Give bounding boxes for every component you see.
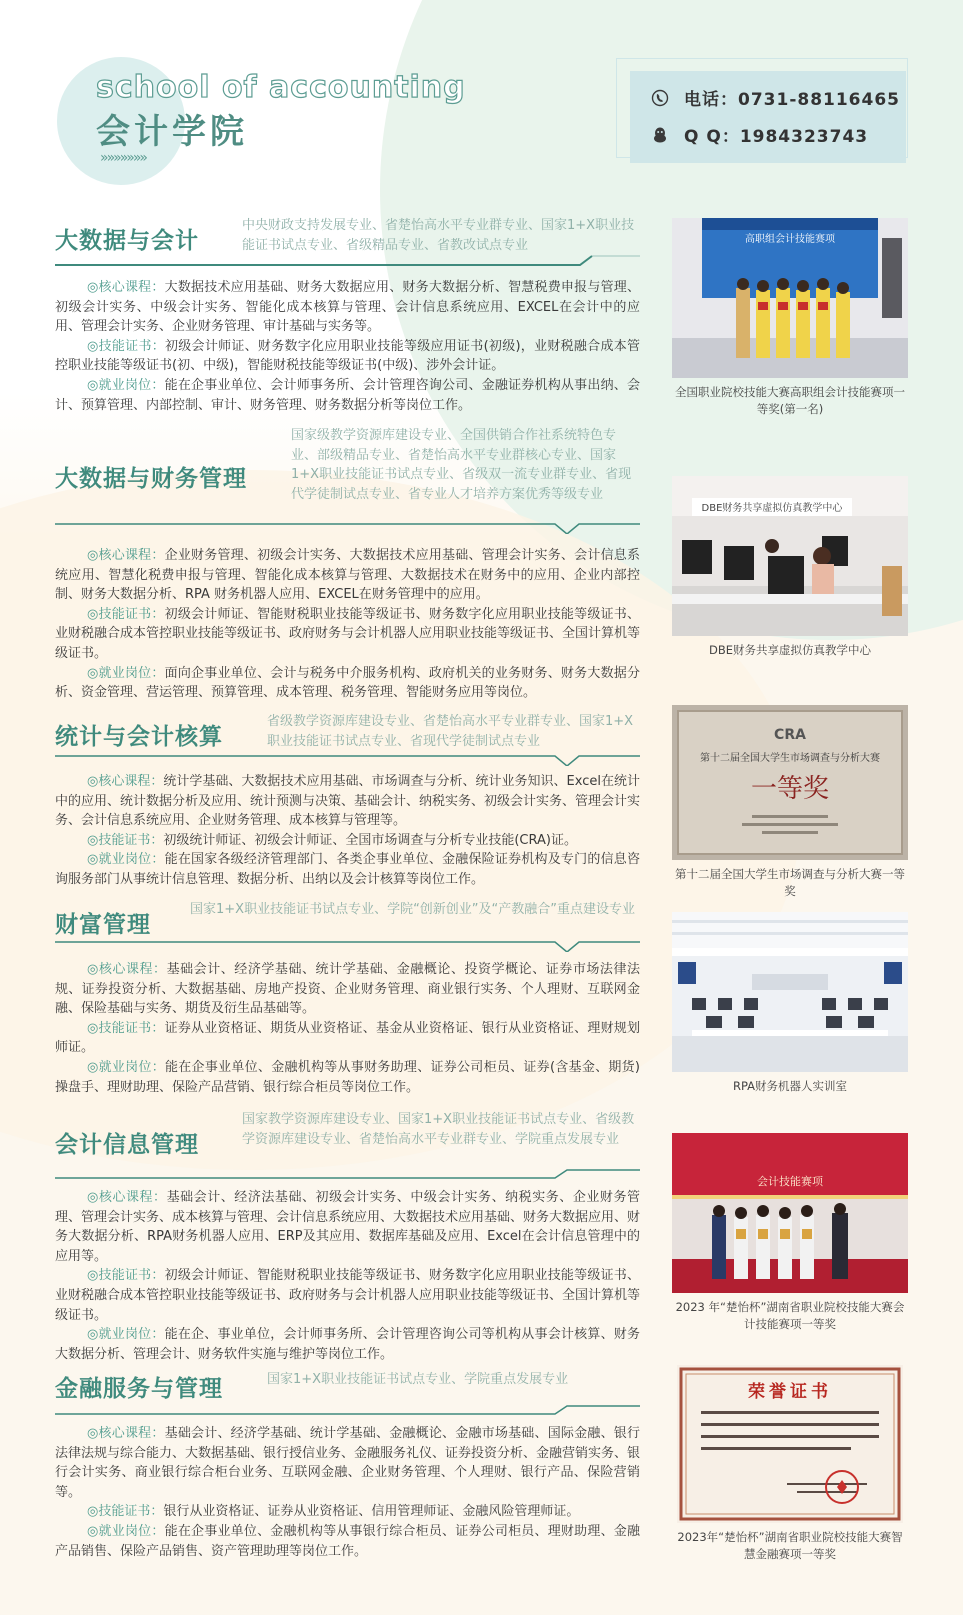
photo-chuyi-accounting	[672, 1133, 908, 1333]
plaque-logo: CRA	[774, 727, 806, 743]
photo-sign-text: 会计技能赛项	[757, 1175, 823, 1188]
section-divider	[55, 1404, 640, 1416]
section-divider	[55, 1168, 640, 1180]
phone-icon	[650, 88, 670, 108]
skill-certs: ◎技能证书：初级会计师证、智能财税职业技能等级证书、财务数字化应用职业技能等级证书、业财税融合成本管控职业技能等级证书、政府财务与会计机器人应用职业技能等级证书、全国计算机等级证书。	[55, 1268, 641, 1323]
contact-box	[630, 71, 906, 163]
honor-certificate	[677, 1365, 903, 1523]
skill-certs: ◎技能证书：初级会计师证、智能财税职业技能等级证书、财务数字化应用职业技能等级证书、业财税融合成本管控职业技能等级证书、政府财务与会计机器人应用职业技能等级证书、全国计算机等级证书。	[55, 606, 641, 661]
job-positions: ◎就业岗位：能在企事业单位、金融机构等从事银行综合柜员、证券公司柜员、理财助理、金融产品销售、保险产品销售、资产管理助理等岗位工作。	[55, 1523, 640, 1559]
section-divider	[55, 522, 640, 534]
section-tags: 省级教学资源库建设专业、省楚怡高水平专业群专业、国家1+X 职业技能证书试点专业、省现代学徒制试点专业	[267, 714, 634, 749]
section-divider	[55, 940, 640, 952]
photo-caption: DBE财务共享虚拟仿真教学中心	[708, 643, 871, 657]
section-tags: 国家1+X职业技能证书试点专业、学院重点发展专业	[267, 1372, 569, 1387]
photo-caption: 2023年“楚怡杯”湖南省职业院校技能大赛智慧金融赛项一等奖	[677, 1530, 903, 1561]
skill-certs: ◎技能证书：初级会计师证、财务数字化应用职业技能等级应用证书(初级)，业财税融合成本管控职业技能等级证书(初、中级)，智能财税技能等级证书(中级)、涉外会计证。	[55, 338, 641, 374]
section-body	[55, 546, 640, 703]
section-body	[55, 772, 640, 890]
section-tags: 国家教学资源库建设专业、国家1+X职业技能证书试点专业、省级教学资源库建设专业、省楚怡高水平专业群专业、学院重点发展专业	[242, 1112, 635, 1147]
skill-certs: ◎技能证书：银行从业资格证、证券从业资格证、信用管理师证、金融风险管理师证。	[87, 1504, 580, 1520]
header-arrows-icon: »»»»»»»	[100, 150, 146, 166]
core-courses: ◎核心课程：统计学基础、大数据技术应用基础、市场调查与分析、统计业务知识、Excel在统计中的应用、统计数据分析及应用、统计预测与决策、基础会计、纳税实务、初级会计实务、管理会计实务、会计信息系统应用、企业财务管理、成本核算与管理等。	[55, 774, 641, 829]
rpa-lab-photo	[672, 912, 908, 1072]
qq-penguin-icon	[650, 125, 670, 145]
photo-caption: RPA财务机器人实训室	[732, 1079, 848, 1093]
section-title: 财富管理	[55, 912, 151, 938]
plaque-award: 一等奖	[750, 774, 830, 804]
section-tags: 国家1+X职业技能证书试点专业、学院“创新创业”及“产教融合”重点建设专业	[190, 902, 636, 917]
certificate-title: 荣誉证书	[748, 1382, 832, 1402]
header-title-cn: 会计学院	[96, 112, 248, 152]
plaque-title: 第十二届全国大学生市场调查与分析大赛	[700, 753, 880, 764]
header-title-en: school of accounting	[96, 70, 466, 105]
section-title: 大数据与会计	[55, 228, 199, 254]
section-title: 大数据与财务管理	[55, 466, 247, 492]
photo-caption: 第十二届全国大学生市场调查与分析大赛一等奖	[675, 867, 905, 898]
photo-rpa-lab	[672, 912, 908, 1095]
skill-certs: ◎技能证书：初级统计师证、初级会计师证、全国市场调查与分析专业技能(CRA)证。	[87, 832, 577, 848]
core-courses: ◎核心课程：企业财务管理、初级会计实务、大数据技术应用基础、管理会计实务、会计信息系统应用、智慧化税费申报与管理、智能化成本核算与管理、大数据技术在财务中的应用、企业内部控制、财务大数据分析、RPA 财务机器人应用、EXCEL在财务管理中的应用。	[55, 548, 640, 603]
section-body	[55, 960, 640, 1097]
photo-chuyi-finance	[672, 1365, 908, 1563]
core-courses: ◎核心课程：基础会计、经济学基础、统计学基础、金融概论、投资学概论、证券市场法律法规、证券投资分析、大数据基础、房地产投资、企业财务管理、商业银行实务、个人理财、互联网金融、保险基础与实务、期货及衍生品基础等。	[55, 962, 640, 1017]
photo-caption: 全国职业院校技能大赛高职组会计技能赛项一等奖(第一名)	[675, 385, 905, 416]
section-tags: 国家级教学资源库建设专业、全国供销合作社系统特色专业、部级精品专业、省楚怡高水平专业群核心专业、国家1+X职业技能证书试点专业、省级双一流专业群专业、省现代学徒制试点专业、省专业人才培养方案优秀等级专业	[291, 428, 632, 502]
classroom-photo	[672, 476, 908, 636]
section-tags: 中央财政支持发展专业、省楚怡高水平专业群专业、国家1+X职业技能证书试点专业、省级精品专业、省教改试点专业	[242, 218, 635, 253]
job-positions: ◎就业岗位：面向企事业单位、会计与税务中介服务机构、政府机关的业务财务、财务大数据分析、资金管理、营运管理、预算管理、成本管理、税务管理、智能财务应用等岗位。	[55, 665, 640, 701]
core-courses: ◎核心课程：大数据技术应用基础、财务大数据应用、财务大数据分析、智慧税费申报与管理、初级会计实务、中级会计实务、智能化成本核算与管理、会计信息系统应用、EXCEL在会计中的应用、管理会计实务、企业财务管理、审计基础与实务等。	[55, 280, 640, 335]
award-plaque-photo	[672, 705, 908, 860]
contact-phone: 电话：0731-88116465	[684, 90, 900, 110]
contact-qq-row	[650, 122, 868, 147]
section-body	[55, 1188, 640, 1364]
photo-award-national	[672, 218, 908, 418]
photo-sign-text: DBE财务共享虚拟仿真教学中心	[701, 503, 843, 514]
contact-qq: Q Q：1984323743	[684, 127, 869, 147]
photo-dbe-center	[672, 476, 908, 659]
contact-phone-row	[650, 85, 900, 110]
core-courses: ◎核心课程：基础会计、经济法基础、初级会计实务、中级会计实务、纳税实务、企业财务管理、管理会计实务、成本核算与管理、会计信息系统应用、大数据技术应用基础、财务大数据应用、财务大数据分析、RPA财务机器人应用、ERP及其应用、数据库基础及应用、Excel在会计信息管理中的应用等。	[55, 1190, 641, 1264]
skill-certs: ◎技能证书：证券从业资格证、期货从业资格证、基金从业资格证、银行从业资格证、理财规划师证。	[55, 1020, 640, 1056]
photo-cra-award	[672, 705, 908, 900]
chuyi-award-photo	[672, 1133, 908, 1293]
job-positions: ◎就业岗位：能在企事业单位、金融机构等从事财务助理、证券公司柜员、证券(含基金、期货)操盘手、理财助理、保险产品营销、银行综合柜员等岗位工作。	[55, 1059, 641, 1095]
photo-caption: 2023 年“楚怡杯”湖南省职业院校技能大赛会计技能赛项一等奖	[675, 1300, 905, 1331]
section-title: 统计与会计核算	[55, 724, 223, 750]
award-stage-photo	[672, 218, 908, 378]
job-positions: ◎就业岗位：能在国家各级经济管理部门、各类企事业单位、金融保险证券机构及专门的信息咨询服务部门从事统计信息管理、数据分析、出纳以及会计核算等岗位工作。	[55, 852, 640, 887]
job-positions: ◎就业岗位：能在企、事业单位，会计师事务所、会计管理咨询公司等机构从事会计核算、财务大数据分析、管理会计、财务软件实施与维护等岗位工作。	[55, 1327, 640, 1362]
core-courses: ◎核心课程：基础会计、经济学基础、统计学基础、金融概论、金融市场基础、国际金融、银行法律法规与综合能力、大数据基础、银行授信业务、金融服务礼仪、证券投资分析、金融营销实务、银行会计实务、商业银行综合柜台业务、互联网金融、企业财务管理、个人理财、银行产品、保险营销等。	[55, 1426, 641, 1500]
section-title: 金融服务与管理	[55, 1376, 223, 1402]
photo-sign-text: 高职组会计技能赛项	[745, 234, 835, 245]
section-divider	[55, 254, 640, 266]
job-positions: ◎就业岗位：能在企事业单位、会计师事务所、会计管理咨询公司、金融证券机构从事出纳、会计、预算管理、内部控制、审计、财务管理、财务数据分析等岗位工作。	[55, 377, 640, 413]
section-title: 会计信息管理	[55, 1132, 199, 1158]
section-body	[55, 1424, 640, 1561]
section-divider	[55, 754, 640, 766]
section-body	[55, 278, 640, 415]
